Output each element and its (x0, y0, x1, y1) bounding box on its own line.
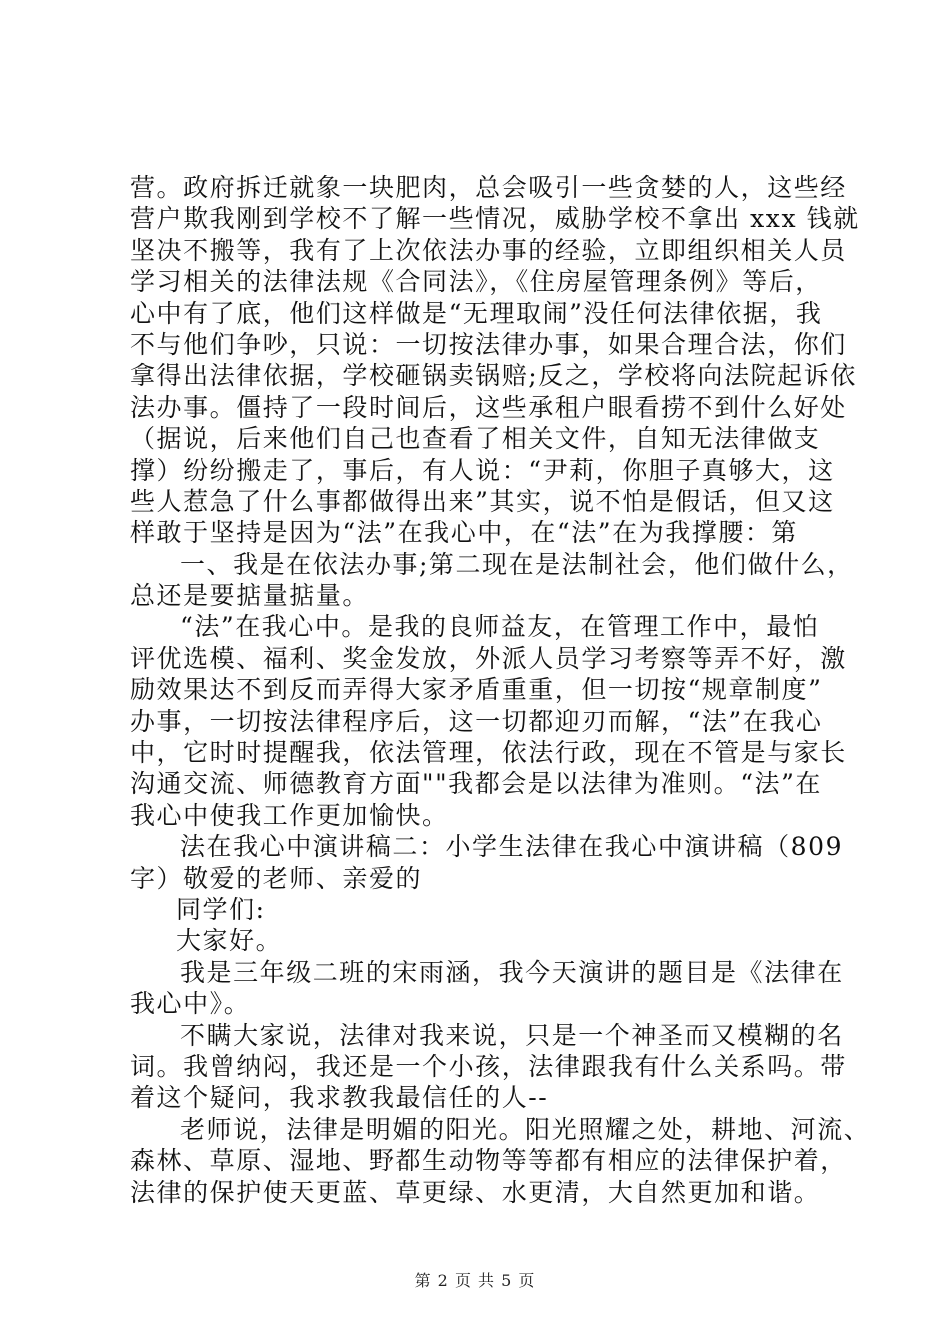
text-line: 沟通交流、师德教育方面""我都会是以法律为准则。“法”在 (130, 769, 822, 799)
text-line: 着这个疑问，我求教我最信任的人-- (130, 1083, 549, 1113)
text-line: 法在我心中演讲稿二：小学生法律在我心中演讲稿（809 (180, 832, 844, 862)
text-line: 老师说，法律是明媚的阳光。阳光照耀之处，耕地、河流、 (180, 1114, 871, 1144)
text-line: 拿得出法律依据，学校砸锅卖锅赔;反之，学校将向法院起诉依 (130, 361, 857, 391)
text-line: 坚决不搬等，我有了上次依法办事的经验，立即组织相关人员 (130, 235, 847, 265)
text-line: 学习相关的法律法规《合同法》，《住房屋管理条例》等后， (130, 267, 822, 297)
text-line: 词。我曾纳闷，我还是一个小孩，法律跟我有什么关系吗。带 (130, 1051, 847, 1081)
text-line: 励效果达不到反而弄得大家矛盾重重，但一切按“规章制度” (130, 675, 823, 705)
text-line: 大家好。 (176, 926, 283, 956)
text-line: 营。政府拆迁就象一块肥肉，总会吸引一些贪婪的人，这些经 (130, 173, 847, 202)
text-line: 撑）纷纷搬走了，事后，有人说：“尹莉，你胆子真够大，这 (130, 455, 835, 485)
text-line: 不与他们争吵，只说：一切按法律办事，如果合理合法，你们 (130, 329, 847, 359)
text-line: 森林、草原、湿地、野都生动物等等都有相应的法律保护着， (130, 1146, 847, 1176)
text-line: 我心中使我工作更加愉快。 (130, 800, 449, 830)
text-line: （据说，后来他们自己也查看了相关文件，自知无法律做支 (130, 424, 821, 454)
text-line: 法律的保护使天更蓝、草更绿、水更清，大自然更加和谐。 (130, 1177, 821, 1207)
text-line: 我心中》。 (130, 989, 251, 1019)
text-line: 中，它时时提醒我，依法管理，依法行政，现在不管是与家长 (130, 738, 847, 768)
text-line: 心中有了底，他们这样做是“无理取闹”没任何法律依据，我 (130, 298, 823, 328)
text-line: 不瞒大家说，法律对我来说，只是一个神圣而又模糊的名 (180, 1020, 844, 1050)
text-line: “法”在我心中。是我的良师益友，在管理工作中，最怕 (180, 612, 820, 642)
page-number-footer: 第 2 页 共 5 页 (414, 1271, 536, 1290)
document-body (130, 172, 871, 1208)
text-line: 法办事。僵持了一段时间后，这些承租户眼看捞不到什么好处 (130, 392, 847, 422)
text-line: 总还是要掂量掂量。 (130, 581, 369, 611)
text-line: 评优选模、福利、奖金发放，外派人员学习考察等弄不好，激 (130, 643, 847, 673)
text-line: 样敢于坚持是因为“法”在我心中，在“法”在为我撑腰：第 (130, 518, 798, 548)
text-line: 些人惹急了什么事都做得出来”其实，说不怕是假话，但又这 (130, 486, 835, 516)
text-line: 我是三年级二班的宋雨涵，我今天演讲的题目是《法律在 (180, 957, 844, 987)
text-line: 营户欺我刚到学校不了解一些情况，威胁学校不拿出 xxx 钱就 (130, 204, 860, 234)
text-line: 一、我是在依法办事;第二现在是法制社会，他们做什么， (180, 549, 854, 579)
text-line: 办事，一切按法律程序后，这一切都迎刃而解，“法”在我心 (130, 706, 823, 736)
text-line: 同学们: (176, 894, 266, 924)
text-line: 字）敬爱的老师、亲爱的 (130, 863, 423, 893)
